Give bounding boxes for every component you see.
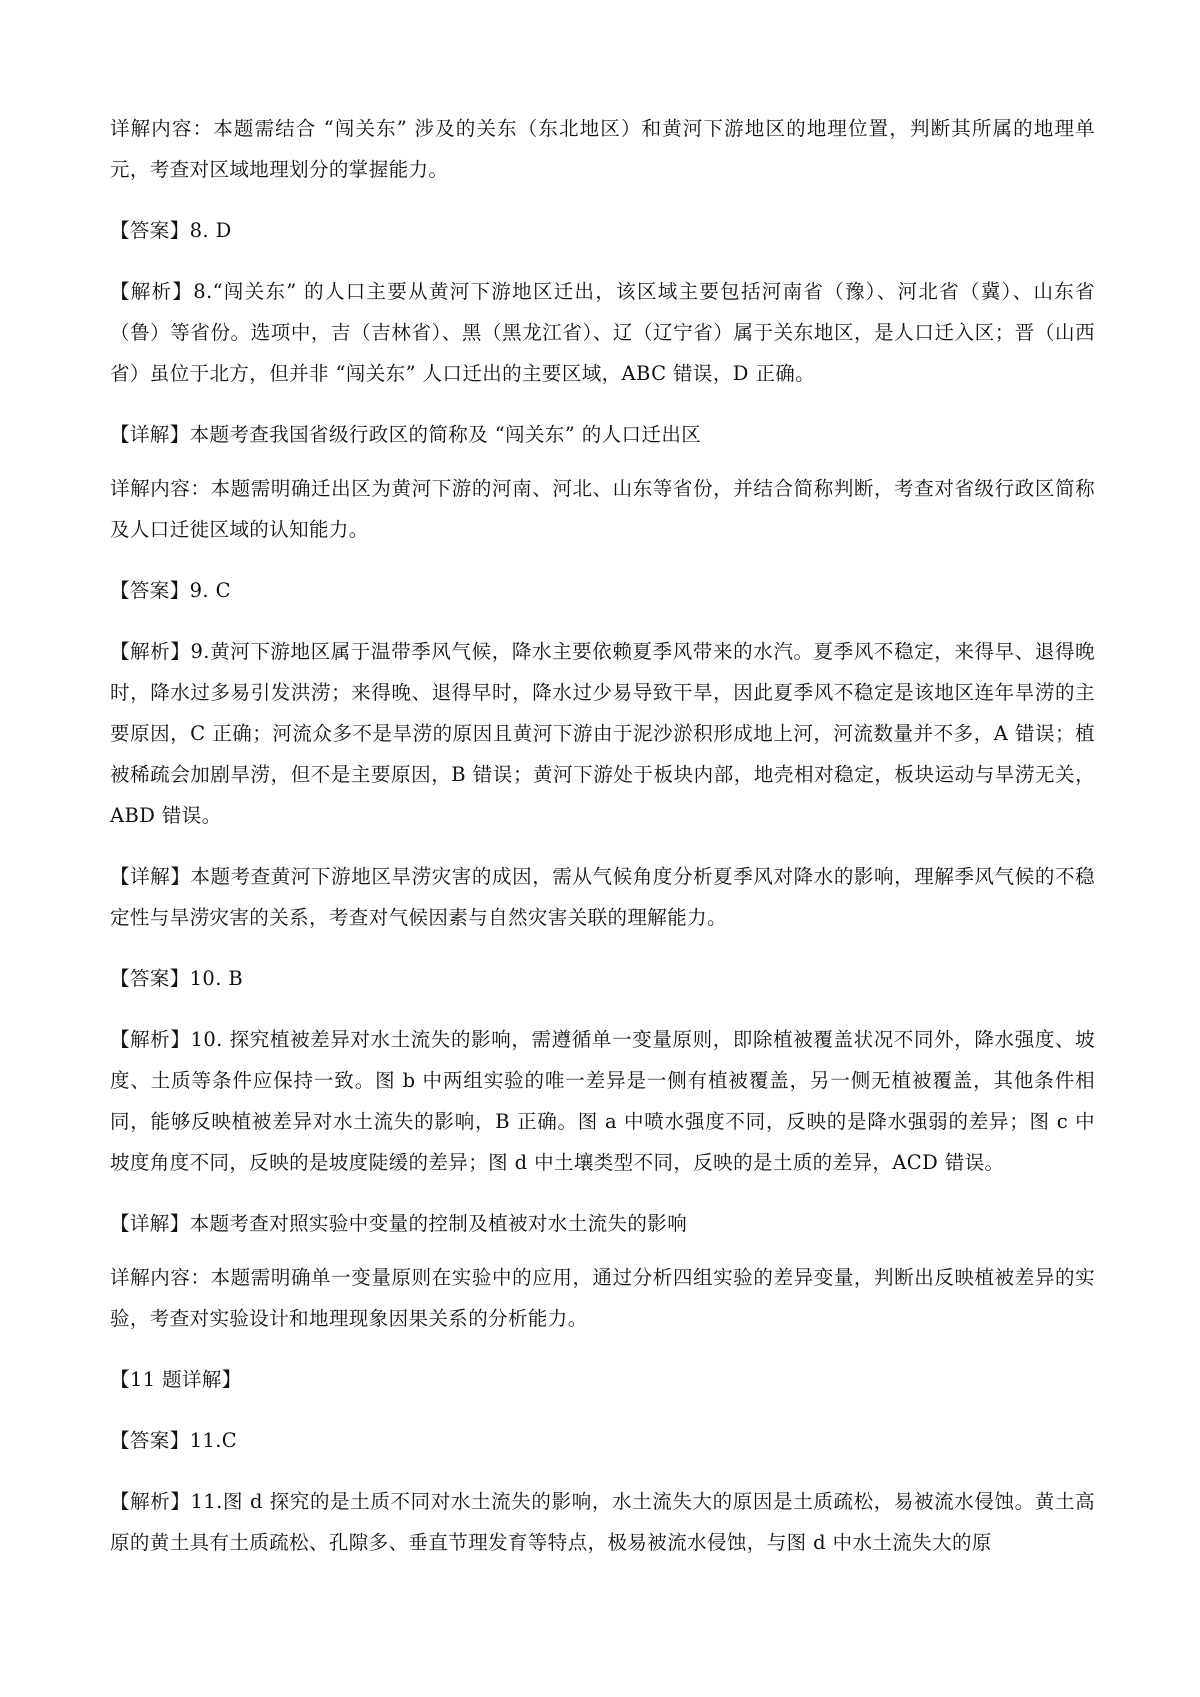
detail-9: 【详解】本题考查黄河下游地区旱涝灾害的成因，需从气候角度分析夏季风对降水的影响，理解季风气候的不稳定性与旱涝灾害的关系，考查对气候因素与自然灾害关联的理解能力。 [110,865,1095,929]
analysis-9: 【解析】9.黄河下游地区属于温带季风气候，降水主要依赖夏季风带来的水汽。夏季风不稳定，来得早、退得晚时，降水过多易引发洪涝；来得晚、退得早时，降水过少易导致干旱，因此夏季风不稳定是该地区连年旱涝的主要原因，C 正确；河流众多不是旱涝的原因且黄河下游由于泥沙淤积形成地上河，河流数量并不多，A 错误；植被稀疏会加剧旱涝，但不是主要原因，B 错误；黄河下游处于板块内部，地壳相对稳定，板块运动与旱涝无关，ABD 错误。 [110,640,1095,827]
analysis-11: 【解析】11.图 d 探究的是土质不同对水土流失的影响，水土流失大的原因是土质疏松，易被流水侵蚀。黄土高原的黄土具有土质疏松、孔隙多、垂直节理发育等特点，极易被流水侵蚀，与图 d 中水土流失大的原 [110,1490,1095,1554]
explanation-paragraph-7: 详解内容：本题需结合 “闯关东” 涉及的关东（东北地区）和黄河下游地区的地理位置，判断其所属的地理单元，考查对区域地理划分的掌握能力。 [110,117,1095,181]
question-11-heading: 【11 题详解】 [110,1368,242,1391]
explanation-paragraph-8: 详解内容：本题需明确迁出区为黄河下游的河南、河北、山东等省份，并结合简称判断，考查对省级行政区简称及人口迁徙区域的认知能力。 [110,477,1095,541]
answer-11: 【答案】11.C [110,1429,238,1452]
document-body [110,108,1095,1583]
answer-8: 【答案】8. D [110,219,232,242]
answer-9: 【答案】9. C [110,579,231,602]
answer-10: 【答案】10. B [110,967,244,990]
detail-heading-10: 【详解】本题考查对照实验中变量的控制及植被对水土流失的影响 [110,1212,688,1235]
explanation-paragraph-10: 详解内容：本题需明确单一变量原则在实验中的应用，通过分析四组实验的差异变量，判断出反映植被差异的实验，考查对实验设计和地理现象因果关系的分析能力。 [110,1266,1095,1330]
analysis-8: 【解析】8.“闯关东” 的人口主要从黄河下游地区迁出，该区域主要包括河南省（豫）、河北省（冀）、山东省（鲁）等省份。选项中，吉（吉林省）、黑（黑龙江省）、辽（辽宁省）属于关东地区，是人口迁入区；晋（山西省）虽位于北方，但并非 “闯关东” 人口迁出的主要区域，ABC 错误，D 正确。 [110,280,1095,385]
analysis-10: 【解析】10. 探究植被差异对水土流失的影响，需遵循单一变量原则，即除植被覆盖状况不同外，降水强度、坡度、土质等条件应保持一致。图 b 中两组实验的唯一差异是一侧有植被覆盖，另一侧无植被覆盖，其他条件相同，能够反映植被差异对水土流失的影响，B 正确。图 a 中喷水强度不同，反映的是降水强弱的差异；图 c 中坡度角度不同，反映的是坡度陡缓的差异；图 d 中土壤类型不同，反映的是土质的差异，ACD 错误。 [110,1028,1095,1174]
detail-heading-8: 【详解】本题考查我国省级行政区的简称及 “闯关东” 的人口迁出区 [110,423,702,446]
